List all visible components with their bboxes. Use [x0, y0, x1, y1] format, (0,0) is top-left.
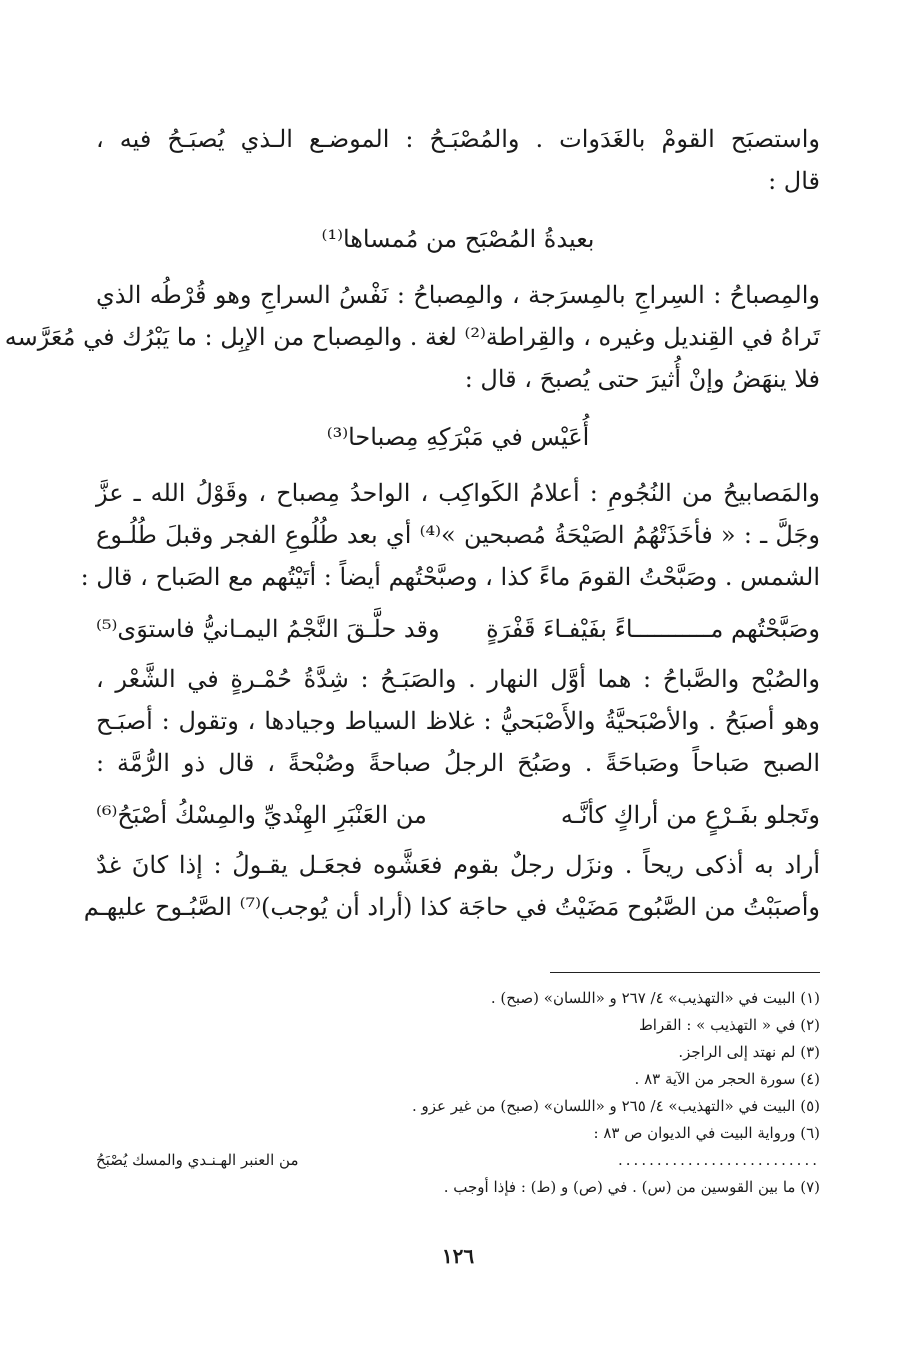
- verse-1: بعيدةُ المُصْبَح من مُمساها⁽¹⁾: [321, 225, 595, 253]
- para2-line-3: فلا ينهَضُ وإنْ أُثيرَ حتى يُصبحَ ، قال :: [464, 365, 820, 393]
- footnote-2: (٢) في « التهذيب » : القراط: [638, 1016, 820, 1034]
- para2-line-1: والمِصباحُ : السِراجِ بالمِسرَجة ، والمِصباحُ : نَفْسُ السراجِ وهو قُرْطُه الذي: [96, 281, 820, 309]
- verse-4: [96, 794, 820, 836]
- verse-3-second-hemistich: وقد حلَّـقَ النَّجْمُ اليمـانيُّ فاستوَى⁽⁵⁾: [96, 615, 440, 643]
- footnote-6: (٦) ورواية البيت في الديوان ص ٨٣ :: [593, 1124, 820, 1142]
- verse-4-first-hemistich: وتَجلو بفَـرْعٍ من أراكٍ كأنَّـه: [560, 801, 820, 829]
- footnote-7: (٧) ما بين القوسين من (س) . في (ص) و (ط) : فإذا أوجب .: [443, 1178, 820, 1196]
- para3-line-3: الشمس . وصَبَّحْتُ القومَ ماءً كذا ، وصبَّحْتُهم أيضاً : أتَيْتُهم مع الصَباح ، قال :: [80, 563, 820, 591]
- para4-line-3: الصبح صَباحاً وصَباحَةً . وصَبُحَ الرجلُ صباحةً وصُبْحةً ، قال ذو الرُّمَّة :: [96, 749, 820, 777]
- verse-2: أُعَيْس في مَبْرَكِهِ مِصباحا⁽³⁾: [326, 423, 590, 451]
- para5-line-2: وأصبَبْتُ من الصَّبُوح مَضَيْتُ في حاجَة كذا (أراد أن يُوجب)⁽⁷⁾ الصَّبُـوح عليهـم: [83, 893, 820, 921]
- para5-line-1: أراد به أذكى ريحاً . ونزَل رجلٌ بقوم فعَشَّوه فجعَـل يقـولُ : إذا كانَ غدٌ: [96, 851, 820, 879]
- body-line-2: قال :: [768, 167, 820, 195]
- footnote-verse-dots: ..........................: [618, 1151, 820, 1169]
- para2-line-2: تَراهُ في القِنديل وغيره ، والقِراطة⁽²⁾ لغة . والمِصباح من الإبِل : ما يَبْرُك في مُعَرَّسه: [4, 323, 820, 351]
- footnote-1: (١) البيت في «التهذيب» ٤/ ٢٦٧ و «اللسان» (صبح) .: [490, 989, 820, 1007]
- para3-line-2: وجَلَّ ـ : « فأخَذَتْهُمُ الصَيْحَةُ مُصبحين »⁽⁴⁾ أي بعد طُلُوعِ الفجر وقبلَ طُلُـوع: [96, 521, 821, 549]
- footnote-4: (٤) سورة الحجر من الآية ٨٣ .: [634, 1070, 820, 1088]
- footnote-6-verse: [96, 1147, 820, 1174]
- footnote-5: (٥) البيت في «التهذيب» ٤/ ٢٦٥ و «اللسان» (صبح) من غير عزو .: [411, 1097, 820, 1115]
- footnote-divider: [550, 972, 820, 973]
- body-line-1: واستصبَح القومْ بالغَدَوات . والمُصْبَـحُ : الموضـع الـذي يُصبَـحُ فيه ،: [96, 125, 820, 153]
- footnote-3: (٣) لم نهتد إلى الراجز.: [678, 1043, 820, 1061]
- para4-line-2: وهو أصبَحُ . والأصْبَحيَّةُ والأَصْبَحيُّ : غلاظ السياط وجيادها ، وتقول : أصبَـح: [96, 707, 820, 735]
- para4-line-1: والصُبْح والصَّباحُ : هما أوَّل النهار . والصَبَـحُ : شِدَّةُ حُمْـرةٍ في الشَّعْر ،: [96, 665, 820, 693]
- para3-line-1: والمَصابيحُ من النُجُومِ : أعلامُ الكَواكِب ، الواحدُ مِصباح ، وقَوْلُ الله ـ عزَّ: [96, 479, 820, 507]
- page-number: ١٢٦: [441, 1244, 475, 1268]
- footnote-verse-hemistich: من العنبر الهـنـدي والمسك يُصْبَحُ: [96, 1151, 299, 1169]
- verse-3: [96, 608, 820, 650]
- verse-4-second-hemistich: من العَنْبَرِ الهِنْديِّ والمِسْكُ أصْبَحُ⁽⁶⁾: [96, 801, 427, 829]
- verse-3-first-hemistich: وصَبَّحْتُهم مـــــــــــاءً بفَيْفـاءَ قَفْرَةٍ: [486, 615, 820, 643]
